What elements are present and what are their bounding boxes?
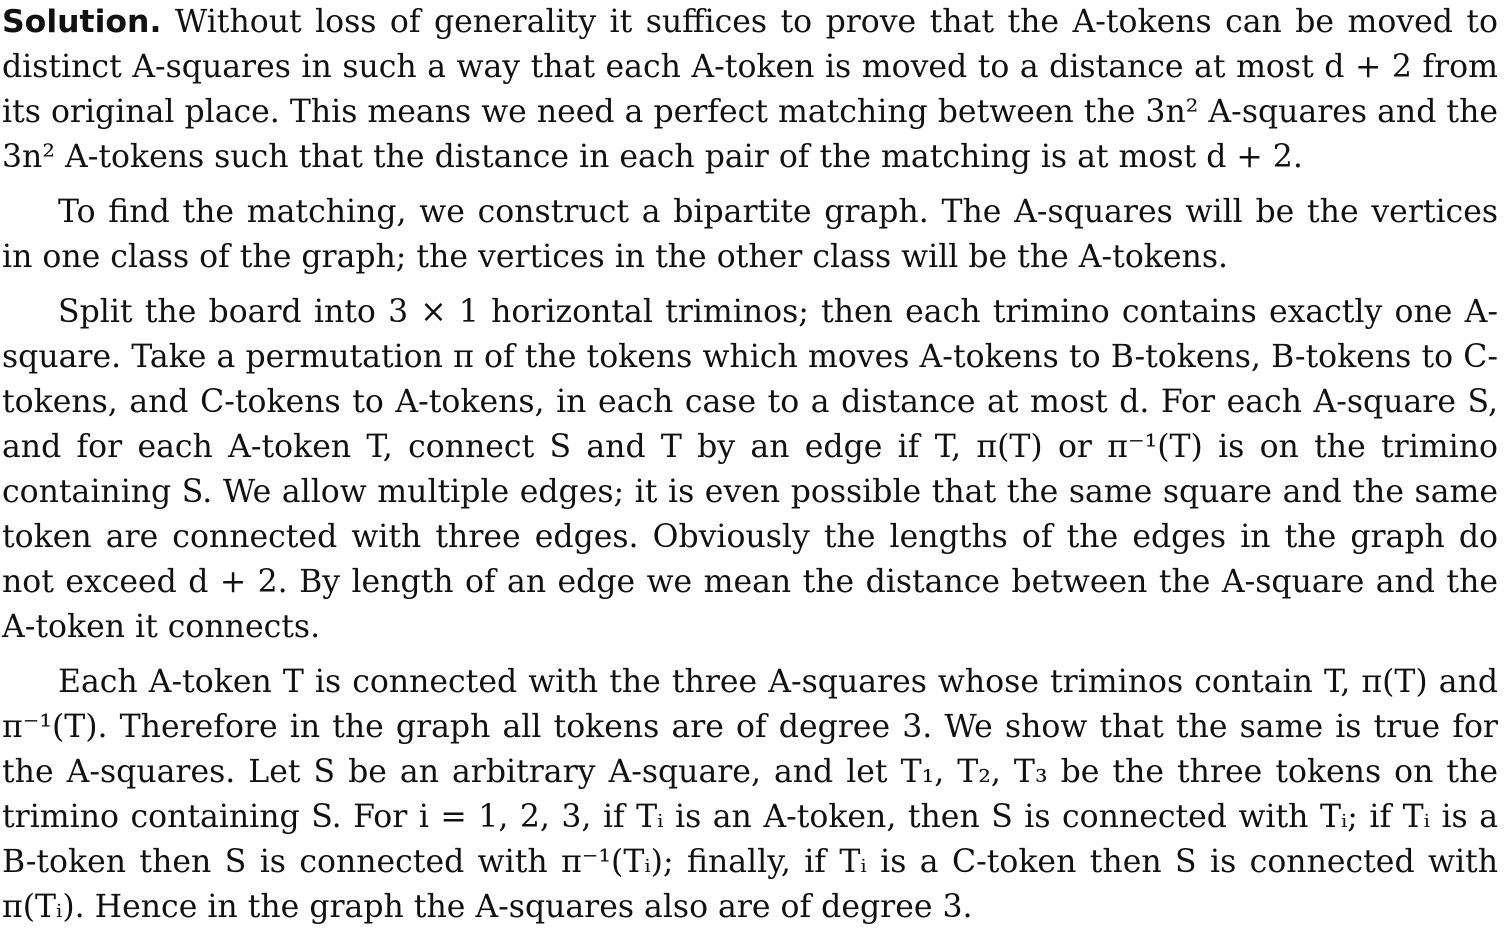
solution-paragraph-4: Each A-token T is connected with the three A-squares whose triminos contain T, π(T) and π⁻¹(T). Therefore in the graph all tokens are of degree 3. We show that the same is true for the A-squares. Let S be an arbitrary A-square, and let T₁, T₂, T₃ be the three tokens on the trimino containing S. For i = 1, 2, 3, if Tᵢ is an A-token, then S is connected with Tᵢ; if Tᵢ is a B-token then S is connected with π⁻¹(Tᵢ); finally, if Tᵢ is a C-token then S is connected with π(Tᵢ). Hence in the graph the A-squares also are of degree 3. [2, 664, 1498, 925]
solution-paragraph-1 [2, 0, 1498, 180]
solution-paragraph-3: Split the board into 3 × 1 horizontal triminos; then each trimino contains exactly one A-square. Take a permutation π of the tokens which moves A-tokens to B-tokens, B-tokens to C-tokens, and C-tokens to A-tokens, in each case to a distance at most d. For each A-square S, and for each A-token T, connect S and T by an edge if T, π(T) or π⁻¹(T) is on the trimino containing S. We allow multiple edges; it is even possible that the same square and the same token are connected with three edges. Obviously the lengths of the edges in the graph do not exceed d + 2. By length of an edge we mean the distance between the A-square and the A-token it connects. [2, 294, 1498, 645]
solution-text-block [2, 0, 1498, 930]
solution-heading: Solution. [2, 4, 162, 40]
paragraph-1-text: Without loss of generality it suffices to prove that the A-tokens can be moved to distinct A-squares in such a way that each A-token is moved to a distance at most d + 2 from its original place. This means we need a perfect matching between the 3n² A-squares and the 3n² A-tokens such that the distance in each pair of the matching is at most d + 2. [2, 4, 1498, 175]
solution-paragraph-2: To find the matching, we construct a bipartite graph. The A-squares will be the vertices in one class of the graph; the vertices in the other class will be the A-tokens. [2, 194, 1498, 275]
